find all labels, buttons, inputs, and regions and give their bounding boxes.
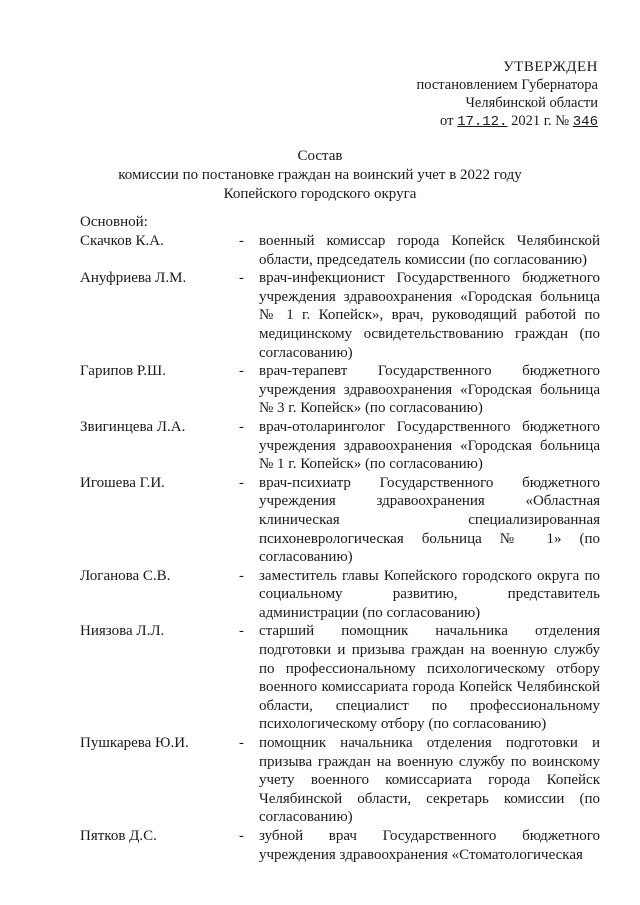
- section-label: Основной:: [80, 214, 148, 230]
- member-row: [80, 362, 600, 418]
- member-role: военный комиссар города Копейск Челябинской области, председатель комиссии (по согласованию): [259, 233, 600, 268]
- approval-number: 346: [572, 114, 598, 130]
- member-list: [80, 232, 600, 864]
- member-row: [80, 418, 600, 474]
- member-name: Гарипов Р.Ш.: [80, 363, 166, 380]
- year-suffix: г. №: [543, 113, 570, 129]
- approval-stamp: [416, 58, 598, 131]
- dash: -: [239, 418, 244, 435]
- approval-date: 17.12.: [457, 114, 508, 130]
- member-role: врач-психиатр Государственного бюджетного учреждения здравоохранения «Областная клиническая специализированная психоневрологическая больница № 1» (по согласованию): [259, 474, 600, 566]
- date-prefix: от: [440, 113, 454, 129]
- title-line-2: комиссии по постановке граждан на воинский учет в 2022 году: [118, 167, 522, 183]
- member-name: Пушкарева Ю.И.: [80, 735, 189, 752]
- member-name: Ануфриева Л.М.: [80, 270, 187, 287]
- member-row: [80, 474, 600, 567]
- dash: -: [239, 474, 244, 491]
- member-role: врач-инфекционист Государственного бюджетного учреждения здравоохранения «Городская больница № 1 г. Копейск», врач, руководящий работой по медицинскому освидетельствованию граждан (по согласованию): [259, 270, 600, 361]
- document-title: [0, 147, 640, 204]
- member-name: Пятков Д.С.: [80, 828, 157, 844]
- member-role: старший помощник начальника отделения подготовки и призыва граждан на военную службу по профессиональному психологическому отбору военного комиссариата города Копейск Челябинской области, специалист по профессиональному психологическому отбору (по согласованию): [259, 623, 600, 733]
- member-row: [80, 232, 600, 269]
- member-role: врач-терапевт Государственного бюджетного учреждения здравоохранения «Городская больница № 3 г. Копейск» (по согласованию): [259, 363, 600, 417]
- dash: -: [239, 623, 244, 640]
- dash: -: [239, 828, 244, 844]
- member-row: [80, 622, 600, 734]
- approval-heading: УТВЕРЖДЕН: [503, 59, 598, 75]
- dash: -: [239, 363, 244, 380]
- dash: -: [239, 270, 244, 287]
- member-role: помощник начальника отделения подготовки и призыва граждан на военную службу по воинскому учету военного комиссариата города Копейск Челябинской области, секретарь комиссии (по согласованию): [259, 735, 600, 826]
- dash: -: [239, 735, 244, 752]
- member-row: [80, 567, 600, 623]
- member-name: Логанова С.В.: [80, 567, 171, 584]
- member-row: [80, 827, 600, 864]
- approval-date-line: [416, 112, 598, 131]
- member-name: Скачков К.А.: [80, 233, 164, 249]
- member-name: Ниязова Л.Л.: [80, 623, 165, 640]
- title-line-1: Состав: [297, 148, 343, 164]
- member-name: Звигинцева Л.А.: [80, 418, 186, 435]
- approval-line-1: постановлением Губернатора: [416, 77, 598, 93]
- member-name: Игошева Г.И.: [80, 474, 165, 491]
- approval-year: 2021: [511, 113, 541, 129]
- approval-line-2: Челябинской области: [465, 95, 598, 111]
- title-line-3: Копейского городского округа: [223, 186, 417, 202]
- member-role: зубной врач Государственного бюджетного учреждения здравоохранения «Стоматологическая: [259, 828, 600, 863]
- member-role: врач-отоларинголог Государственного бюджетного учреждения здравоохранения «Городская больница № 1 г. Копейск» (по согласованию): [259, 418, 600, 473]
- member-row: [80, 734, 600, 827]
- member-row: [80, 269, 600, 362]
- dash: -: [239, 567, 244, 584]
- member-role: заместитель главы Копейского городского округа по социальному развитию, представитель администрации (по согласованию): [259, 567, 600, 621]
- dash: -: [239, 233, 244, 249]
